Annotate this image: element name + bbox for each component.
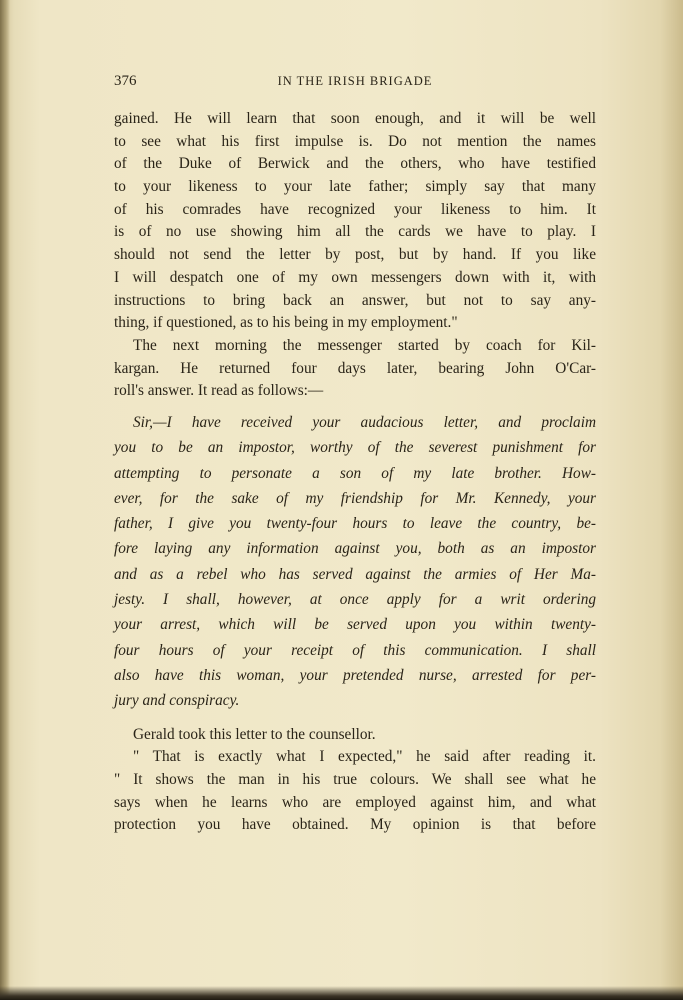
- text-line: Gerald took this letter to the counsellor.: [133, 725, 376, 743]
- letter-line: and as a rebel who has served against the armies of Her Ma-: [114, 565, 596, 583]
- running-title: IN THE IRISH BRIGADE: [277, 74, 433, 88]
- text-line: is of no use showing him all the cards we have to play. I: [114, 223, 596, 241]
- text-line: roll's answer. It read as follows:—: [114, 382, 324, 400]
- text-line: says when he learns who are employed against him, and what: [114, 793, 596, 811]
- text-line: " That is exactly what I expected," he said after reading it.: [133, 748, 596, 766]
- text-line: of the Duke of Berwick and the others, who have testified: [114, 155, 596, 173]
- letter-line: four hours of your receipt of this communication. I shall: [114, 641, 596, 659]
- letter-line: father, I give you twenty-four hours to leave the country, be-: [114, 515, 596, 533]
- text-line: gained. He will learn that soon enough, and it will be well: [114, 110, 596, 127]
- text-line: kargan. He returned four days later, bearing John O'Car-: [114, 359, 596, 377]
- text-line: instructions to bring back an answer, but not to say any-: [114, 291, 596, 309]
- page-header: [114, 73, 596, 93]
- text-line: to your likeness to your late father; simply say that many: [114, 178, 596, 196]
- letter-line: also have this woman, your pretended nurse, arrested for per-: [114, 666, 596, 684]
- letter-line: attempting to personate a son of my late brother. How-: [114, 464, 596, 482]
- letter-line: your arrest, which will be served upon you within twenty-: [114, 616, 596, 634]
- letter-line: ever, for the sake of my friendship for Mr. Kennedy, your: [114, 489, 596, 507]
- letter-line: you to be an impostor, worthy of the severest punishment for: [114, 439, 596, 457]
- text-line: to see what his first impulse is. Do not mention the names: [114, 132, 596, 150]
- quoted-letter: [114, 410, 596, 714]
- text-line: should not send the letter by post, but by hand. If you like: [114, 246, 596, 264]
- text-line: " It shows the man in his true colours. We shall see what he: [114, 770, 596, 788]
- paragraph: [114, 746, 596, 837]
- letter-line: jesty. I shall, however, at once apply for a writ ordering: [114, 591, 596, 609]
- text-line: thing, if questioned, as to his being in my employment.": [114, 314, 458, 332]
- text-line: The next morning the messenger started by coach for Kil-: [133, 336, 596, 354]
- letter-line: Sir,—I have received your audacious letter, and proclaim: [133, 413, 596, 431]
- page-number: 376: [114, 73, 137, 89]
- text-line: protection you have obtained. My opinion is that before: [114, 816, 596, 834]
- letter-line: jury and conspiracy.: [114, 692, 240, 710]
- body-text: [114, 108, 596, 837]
- paragraph: [114, 724, 596, 747]
- paragraph: [114, 335, 596, 403]
- text-line: I will despatch one of my own messengers down with it, with: [114, 268, 596, 286]
- text-line: of his comrades have recognized your likeness to him. It: [114, 200, 596, 218]
- letter-line: fore laying any information against you, both as an impostor: [114, 540, 596, 558]
- paragraph: [114, 108, 596, 335]
